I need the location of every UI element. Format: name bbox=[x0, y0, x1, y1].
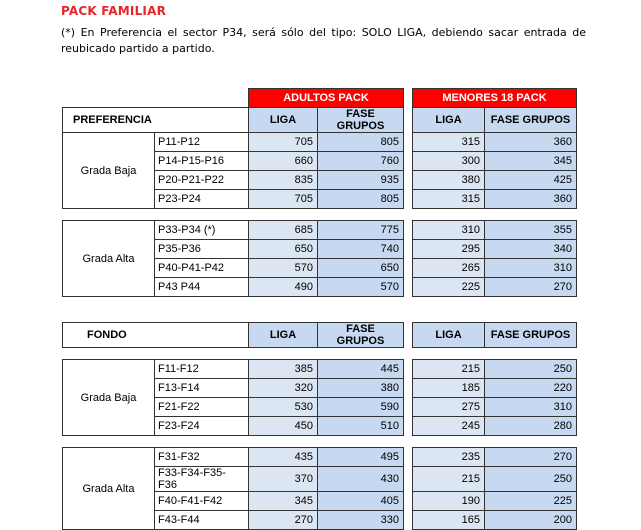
adultos-fase-price: 430 bbox=[318, 467, 404, 492]
menores-fase-price: 425 bbox=[485, 171, 577, 190]
preferencia-price-table bbox=[62, 88, 577, 297]
menores-liga-price: 215 bbox=[413, 360, 485, 379]
adultos-fase-price: 570 bbox=[318, 278, 404, 297]
sector-label: F43-F44 bbox=[155, 511, 249, 530]
sector-label: P40-P41-P42 bbox=[155, 259, 249, 278]
preferencia-header: PREFERENCIA bbox=[63, 108, 249, 133]
adultos-fase-price: 805 bbox=[318, 133, 404, 152]
adultos-fase-price: 590 bbox=[318, 398, 404, 417]
sector-label: P20-P21-P22 bbox=[155, 171, 249, 190]
menores-liga-price: 310 bbox=[413, 221, 485, 240]
menores-fase-price: 200 bbox=[485, 511, 577, 530]
adultos-fase-price: 405 bbox=[318, 492, 404, 511]
grada-label: Grada Alta bbox=[63, 221, 155, 297]
fondo-adultos-liga-header: LIGA bbox=[249, 323, 318, 348]
menores-liga-price: 165 bbox=[413, 511, 485, 530]
menores-liga-price: 380 bbox=[413, 171, 485, 190]
adultos-fase-price: 510 bbox=[318, 417, 404, 436]
adultos-fase-price: 445 bbox=[318, 360, 404, 379]
sector-label: P14-P15-P16 bbox=[155, 152, 249, 171]
adultos-liga-price: 570 bbox=[249, 259, 318, 278]
sector-label: P11-P12 bbox=[155, 133, 249, 152]
adultos-liga-price: 435 bbox=[249, 448, 318, 467]
adultos-fase-price: 775 bbox=[318, 221, 404, 240]
menores-liga-price: 295 bbox=[413, 240, 485, 259]
adultos-fase-header: FASE GRUPOS bbox=[318, 108, 404, 133]
adultos-liga-price: 705 bbox=[249, 133, 318, 152]
sector-label: F31-F32 bbox=[155, 448, 249, 467]
grada-label: Grada Baja bbox=[63, 360, 155, 436]
menores-liga-price: 225 bbox=[413, 278, 485, 297]
menores-fase-price: 225 bbox=[485, 492, 577, 511]
menores-fase-header: FASE GRUPOS bbox=[485, 108, 577, 133]
menores-fase-price: 250 bbox=[485, 467, 577, 492]
table-row bbox=[63, 221, 577, 240]
sector-label: F33-F34-F35-F36 bbox=[155, 467, 249, 492]
menores-fase-price: 220 bbox=[485, 379, 577, 398]
adultos-liga-price: 835 bbox=[249, 171, 318, 190]
sector-label: F13-F14 bbox=[155, 379, 249, 398]
menores-fase-price: 340 bbox=[485, 240, 577, 259]
adultos-liga-price: 320 bbox=[249, 379, 318, 398]
menores-liga-price: 300 bbox=[413, 152, 485, 171]
menores-liga-price: 315 bbox=[413, 133, 485, 152]
adultos-liga-price: 490 bbox=[249, 278, 318, 297]
menores-liga-price: 315 bbox=[413, 190, 485, 209]
menores-fase-price: 310 bbox=[485, 398, 577, 417]
adultos-fase-price: 935 bbox=[318, 171, 404, 190]
sector-label: P35-P36 bbox=[155, 240, 249, 259]
menores-pack-header: MENORES 18 PACK bbox=[413, 89, 577, 108]
adultos-liga-price: 385 bbox=[249, 360, 318, 379]
adultos-liga-price: 270 bbox=[249, 511, 318, 530]
menores-liga-price: 215 bbox=[413, 467, 485, 492]
menores-fase-price: 360 bbox=[485, 190, 577, 209]
adultos-fase-price: 805 bbox=[318, 190, 404, 209]
menores-fase-price: 310 bbox=[485, 259, 577, 278]
grada-label: Grada Baja bbox=[63, 133, 155, 209]
table-row bbox=[63, 133, 577, 152]
menores-fase-price: 270 bbox=[485, 278, 577, 297]
adultos-fase-price: 760 bbox=[318, 152, 404, 171]
adultos-liga-price: 345 bbox=[249, 492, 318, 511]
menores-fase-price: 345 bbox=[485, 152, 577, 171]
adultos-liga-price: 450 bbox=[249, 417, 318, 436]
adultos-pack-header: ADULTOS PACK bbox=[249, 89, 404, 108]
adultos-fase-price: 650 bbox=[318, 259, 404, 278]
adultos-liga-price: 660 bbox=[249, 152, 318, 171]
menores-liga-price: 190 bbox=[413, 492, 485, 511]
sector-label: F23-F24 bbox=[155, 417, 249, 436]
sector-label: P33-P34 (*) bbox=[155, 221, 249, 240]
menores-liga-price: 185 bbox=[413, 379, 485, 398]
sector-label: P23-P24 bbox=[155, 190, 249, 209]
footnote-text: (*) En Preferencia el sector P34, será sólo del tipo: SOLO LIGA, debiendo sacar entrada de reubicado partido a partido. bbox=[61, 26, 586, 55]
menores-liga-price: 275 bbox=[413, 398, 485, 417]
page-title: PACK FAMILIAR bbox=[61, 4, 167, 18]
adultos-fase-price: 330 bbox=[318, 511, 404, 530]
adultos-liga-price: 705 bbox=[249, 190, 318, 209]
adultos-fase-price: 495 bbox=[318, 448, 404, 467]
sector-label: P43 P44 bbox=[155, 278, 249, 297]
adultos-fase-price: 380 bbox=[318, 379, 404, 398]
menores-fase-price: 270 bbox=[485, 448, 577, 467]
sector-label: F21-F22 bbox=[155, 398, 249, 417]
menores-fase-price: 360 bbox=[485, 133, 577, 152]
adultos-liga-header: LIGA bbox=[249, 108, 318, 133]
menores-liga-price: 265 bbox=[413, 259, 485, 278]
menores-fase-price: 355 bbox=[485, 221, 577, 240]
menores-liga-price: 235 bbox=[413, 448, 485, 467]
menores-fase-price: 280 bbox=[485, 417, 577, 436]
fondo-menores-liga-header: LIGA bbox=[413, 323, 485, 348]
adultos-liga-price: 685 bbox=[249, 221, 318, 240]
fondo-adultos-fase-header: FASE GRUPOS bbox=[318, 323, 404, 348]
grada-label: Grada Alta bbox=[63, 448, 155, 530]
sector-label: F40-F41-F42 bbox=[155, 492, 249, 511]
adultos-liga-price: 370 bbox=[249, 467, 318, 492]
adultos-liga-price: 530 bbox=[249, 398, 318, 417]
sector-label: F11-F12 bbox=[155, 360, 249, 379]
menores-fase-price: 250 bbox=[485, 360, 577, 379]
table-row bbox=[63, 360, 577, 379]
menores-liga-price: 245 bbox=[413, 417, 485, 436]
fondo-price-table bbox=[62, 322, 577, 530]
adultos-fase-price: 740 bbox=[318, 240, 404, 259]
table-row bbox=[63, 448, 577, 467]
fondo-header: FONDO bbox=[63, 323, 249, 348]
adultos-liga-price: 650 bbox=[249, 240, 318, 259]
menores-liga-header: LIGA bbox=[413, 108, 485, 133]
fondo-menores-fase-header: FASE GRUPOS bbox=[485, 323, 577, 348]
